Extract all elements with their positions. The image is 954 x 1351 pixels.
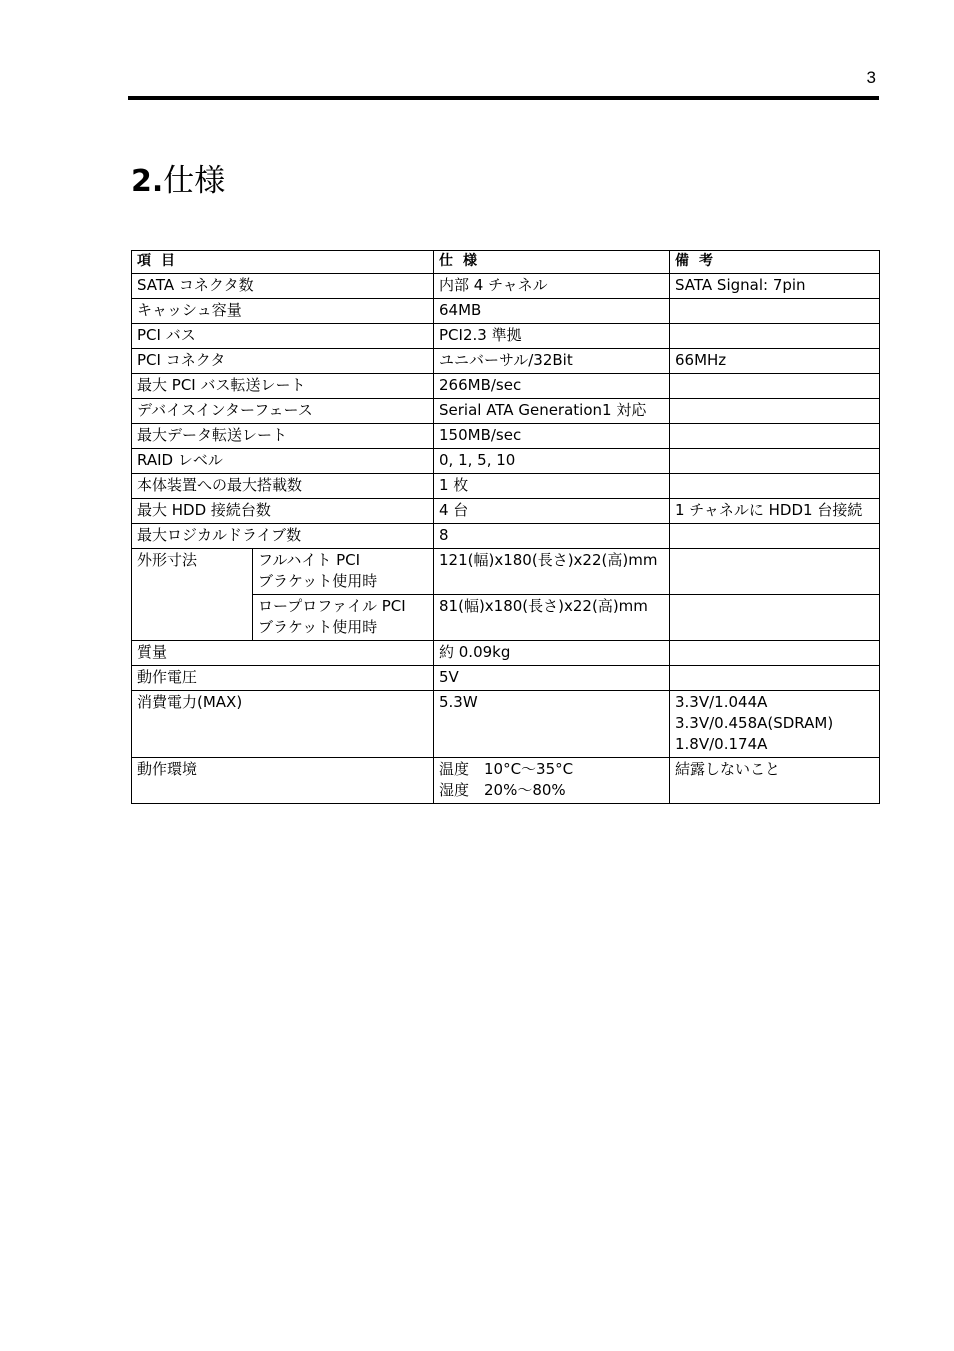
row-spec: 121(幅)x180(長さ)x22(高)mm <box>434 549 670 595</box>
row-note <box>670 299 880 324</box>
row-note <box>670 399 880 424</box>
row-note <box>670 449 880 474</box>
row-spec: PCI2.3 準拠 <box>434 324 670 349</box>
row-item: 最大ロジカルドライブ数 <box>132 524 434 549</box>
table-row <box>132 274 880 299</box>
spec-table-body <box>132 251 880 804</box>
row-note <box>670 424 880 449</box>
row-spec: ユニバーサル/32Bit <box>434 349 670 374</box>
row-spec: Serial ATA Generation1 対応 <box>434 399 670 424</box>
row-spec: 150MB/sec <box>434 424 670 449</box>
header-note: 備考 <box>670 251 880 274</box>
row-note <box>670 474 880 499</box>
row-item: SATA コネクタ数 <box>132 274 434 299</box>
row-item: 消費電力(MAX) <box>132 691 434 758</box>
table-row <box>132 424 880 449</box>
row-note <box>670 524 880 549</box>
row-note <box>670 595 880 641</box>
row-item: デバイスインターフェース <box>132 399 434 424</box>
table-row <box>132 324 880 349</box>
table-header-row <box>132 251 880 274</box>
table-row <box>132 374 880 399</box>
row-item: 動作電圧 <box>132 666 434 691</box>
row-note <box>670 324 880 349</box>
table-row <box>132 641 880 666</box>
row-note <box>670 549 880 595</box>
row-item: RAID レベル <box>132 449 434 474</box>
row-spec: 5V <box>434 666 670 691</box>
row-spec: 内部 4 チャネル <box>434 274 670 299</box>
page-number: 3 <box>866 68 876 87</box>
table-row <box>132 758 880 804</box>
row-item: キャッシュ容量 <box>132 299 434 324</box>
row-item: 本体装置への最大搭載数 <box>132 474 434 499</box>
row-subitem: ロープロファイル PCI ブラケット使用時 <box>253 595 434 641</box>
table-row-dimensions-full-height <box>132 549 880 595</box>
row-spec: 266MB/sec <box>434 374 670 399</box>
table-row <box>132 666 880 691</box>
row-note: 結露しないこと <box>670 758 880 804</box>
row-spec: 8 <box>434 524 670 549</box>
row-note <box>670 641 880 666</box>
row-spec: 64MB <box>434 299 670 324</box>
section-number: 2. <box>131 164 164 199</box>
table-row <box>132 474 880 499</box>
row-note: 66MHz <box>670 349 880 374</box>
table-row <box>132 449 880 474</box>
row-subitem: フルハイト PCI ブラケット使用時 <box>253 549 434 595</box>
row-item: 動作環境 <box>132 758 434 804</box>
header-item: 項目 <box>132 251 434 274</box>
row-item-dimensions: 外形寸法 <box>132 549 253 641</box>
header-spec: 仕様 <box>434 251 670 274</box>
row-note <box>670 374 880 399</box>
table-row <box>132 399 880 424</box>
row-spec: 81(幅)x180(長さ)x22(高)mm <box>434 595 670 641</box>
row-spec: 0, 1, 5, 10 <box>434 449 670 474</box>
row-spec: 約 0.09kg <box>434 641 670 666</box>
row-item: 最大 PCI バス転送レート <box>132 374 434 399</box>
header-rule <box>128 96 879 100</box>
section-title-text: 仕様 <box>163 163 226 199</box>
row-spec: 5.3W <box>434 691 670 758</box>
row-note: SATA Signal: 7pin <box>670 274 880 299</box>
row-item: 質量 <box>132 641 434 666</box>
row-note: 3.3V/1.044A 3.3V/0.458A(SDRAM) 1.8V/0.174A <box>670 691 880 758</box>
row-spec: 1 枚 <box>434 474 670 499</box>
row-item: 最大 HDD 接続台数 <box>132 499 434 524</box>
table-row <box>132 299 880 324</box>
row-item: PCI コネクタ <box>132 349 434 374</box>
spec-table <box>131 250 880 804</box>
row-note <box>670 666 880 691</box>
row-item: 最大データ転送レート <box>132 424 434 449</box>
table-row <box>132 349 880 374</box>
table-row <box>132 691 880 758</box>
table-row <box>132 499 880 524</box>
row-item: PCI バス <box>132 324 434 349</box>
section-title <box>131 161 225 202</box>
row-note: 1 チャネルに HDD1 台接続 <box>670 499 880 524</box>
table-row <box>132 524 880 549</box>
row-spec: 温度 10°C～35°C 湿度 20%～80% <box>434 758 670 804</box>
row-spec: 4 台 <box>434 499 670 524</box>
